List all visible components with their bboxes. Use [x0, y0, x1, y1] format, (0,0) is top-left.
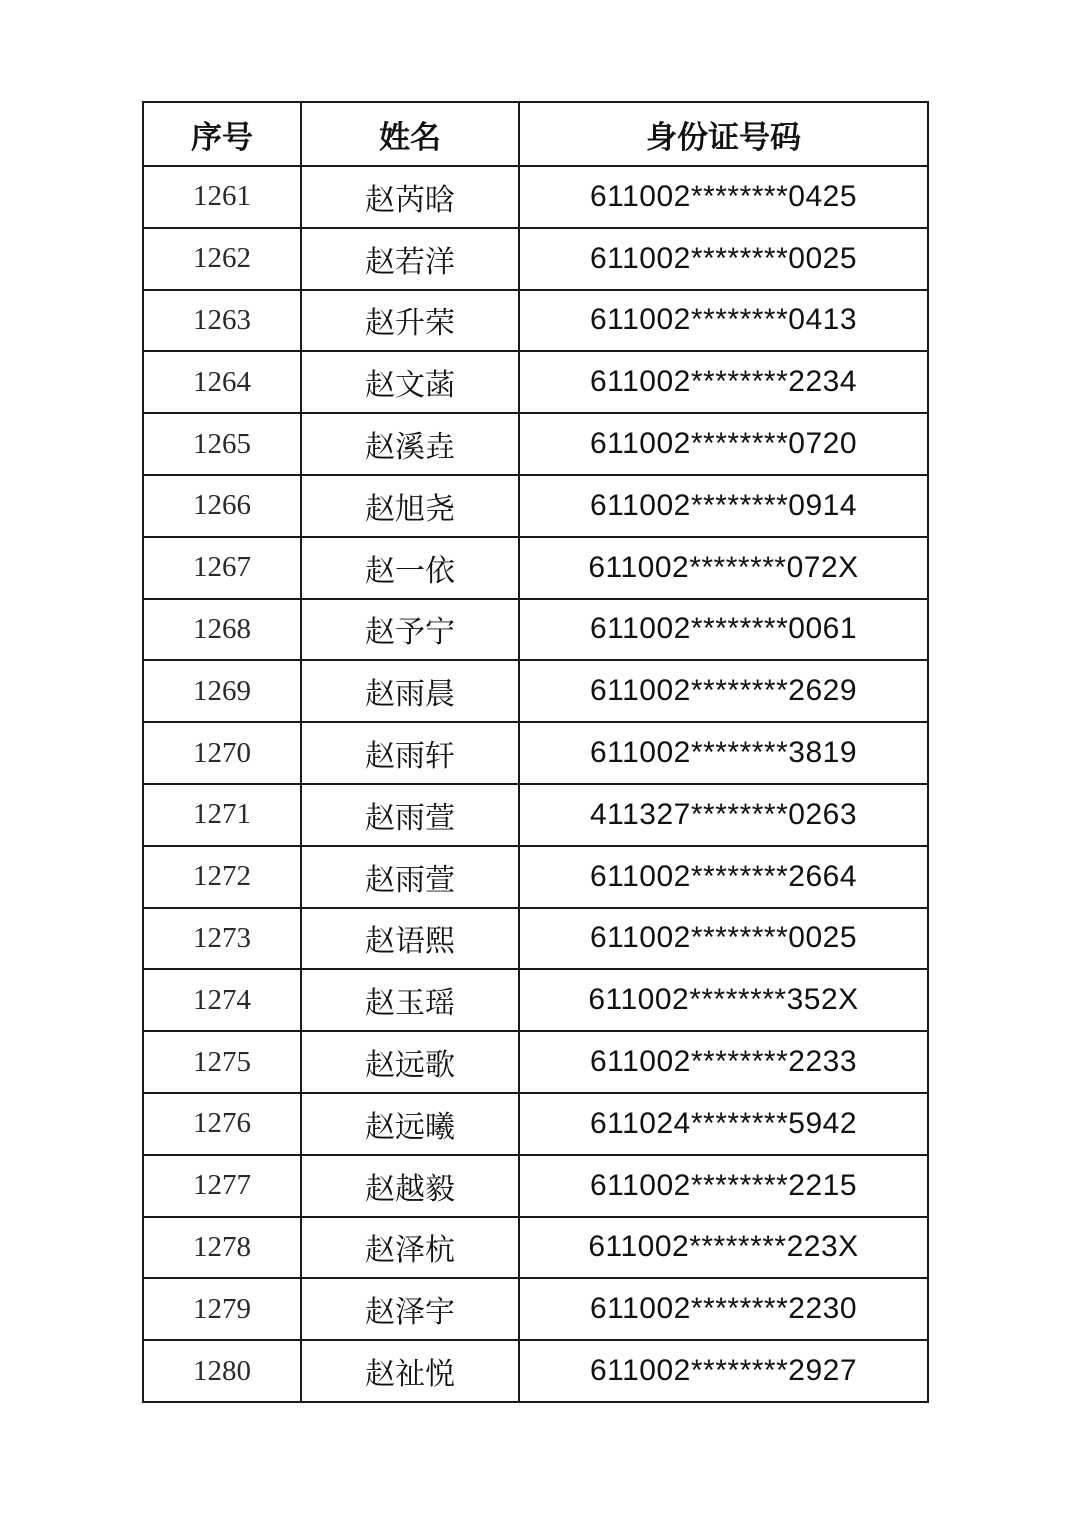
- header-id-number: 身份证号码: [519, 102, 928, 166]
- cell-name: 赵语熙: [301, 908, 519, 970]
- cell-seq: 1266: [143, 475, 301, 537]
- cell-seq: 1261: [143, 166, 301, 228]
- table-row: [143, 228, 928, 290]
- cell-seq: 1268: [143, 599, 301, 661]
- cell-name: 赵远曦: [301, 1093, 519, 1155]
- cell-name: 赵泽宇: [301, 1278, 519, 1340]
- cell-seq: 1265: [143, 413, 301, 475]
- table-row: [143, 660, 928, 722]
- cell-seq: 1276: [143, 1093, 301, 1155]
- cell-id-number: 611002********352X: [519, 969, 928, 1031]
- cell-id-number: 611002********2234: [519, 351, 928, 413]
- cell-name: 赵芮晗: [301, 166, 519, 228]
- cell-name: 赵祉悦: [301, 1340, 519, 1402]
- header-row: [143, 102, 928, 166]
- cell-seq: 1278: [143, 1217, 301, 1279]
- cell-seq: 1269: [143, 660, 301, 722]
- cell-name: 赵予宁: [301, 599, 519, 661]
- cell-id-number: 611002********2215: [519, 1155, 928, 1217]
- cell-name: 赵雨晨: [301, 660, 519, 722]
- table-row: [143, 722, 928, 784]
- cell-seq: 1270: [143, 722, 301, 784]
- cell-name: 赵雨萱: [301, 784, 519, 846]
- cell-seq: 1272: [143, 846, 301, 908]
- cell-seq: 1264: [143, 351, 301, 413]
- cell-seq: 1279: [143, 1278, 301, 1340]
- table-row: [143, 969, 928, 1031]
- cell-name: 赵远歌: [301, 1031, 519, 1093]
- table-row: [143, 537, 928, 599]
- cell-seq: 1267: [143, 537, 301, 599]
- table-row: [143, 1217, 928, 1279]
- table-row: [143, 1093, 928, 1155]
- cell-id-number: 611024********5942: [519, 1093, 928, 1155]
- cell-name: 赵泽杭: [301, 1217, 519, 1279]
- table-row: [143, 784, 928, 846]
- cell-name: 赵玉瑶: [301, 969, 519, 1031]
- roster-table-container: [142, 101, 929, 1403]
- cell-name: 赵旭尧: [301, 475, 519, 537]
- cell-id-number: 611002********0720: [519, 413, 928, 475]
- cell-name: 赵一依: [301, 537, 519, 599]
- cell-id-number: 611002********3819: [519, 722, 928, 784]
- cell-seq: 1262: [143, 228, 301, 290]
- cell-name: 赵雨轩: [301, 722, 519, 784]
- cell-seq: 1280: [143, 1340, 301, 1402]
- table-row: [143, 413, 928, 475]
- table-row: [143, 351, 928, 413]
- cell-id-number: 611002********0025: [519, 908, 928, 970]
- cell-id-number: 611002********2927: [519, 1340, 928, 1402]
- table-body: [143, 166, 928, 1402]
- table-row: [143, 1278, 928, 1340]
- cell-seq: 1271: [143, 784, 301, 846]
- header-name: 姓名: [301, 102, 519, 166]
- cell-name: 赵升荣: [301, 290, 519, 352]
- cell-seq: 1274: [143, 969, 301, 1031]
- table-row: [143, 908, 928, 970]
- cell-id-number: 611002********2629: [519, 660, 928, 722]
- cell-id-number: 611002********223X: [519, 1217, 928, 1279]
- cell-id-number: 611002********2664: [519, 846, 928, 908]
- cell-id-number: 611002********072X: [519, 537, 928, 599]
- cell-id-number: 611002********2233: [519, 1031, 928, 1093]
- cell-seq: 1277: [143, 1155, 301, 1217]
- cell-name: 赵若洋: [301, 228, 519, 290]
- header-seq: 序号: [143, 102, 301, 166]
- cell-seq: 1263: [143, 290, 301, 352]
- cell-id-number: 611002********0025: [519, 228, 928, 290]
- cell-id-number: 611002********0061: [519, 599, 928, 661]
- cell-id-number: 611002********0425: [519, 166, 928, 228]
- table-row: [143, 599, 928, 661]
- cell-seq: 1273: [143, 908, 301, 970]
- cell-id-number: 611002********0914: [519, 475, 928, 537]
- cell-name: 赵文菡: [301, 351, 519, 413]
- table-row: [143, 1031, 928, 1093]
- table-header: [143, 102, 928, 166]
- table-row: [143, 1155, 928, 1217]
- table-row: [143, 475, 928, 537]
- cell-name: 赵雨萱: [301, 846, 519, 908]
- table-row: [143, 1340, 928, 1402]
- cell-id-number: 611002********2230: [519, 1278, 928, 1340]
- table-row: [143, 166, 928, 228]
- cell-id-number: 611002********0413: [519, 290, 928, 352]
- table-row: [143, 846, 928, 908]
- cell-name: 赵溪垚: [301, 413, 519, 475]
- cell-name: 赵越毅: [301, 1155, 519, 1217]
- cell-seq: 1275: [143, 1031, 301, 1093]
- cell-id-number: 411327********0263: [519, 784, 928, 846]
- roster-table: [142, 101, 929, 1403]
- table-row: [143, 290, 928, 352]
